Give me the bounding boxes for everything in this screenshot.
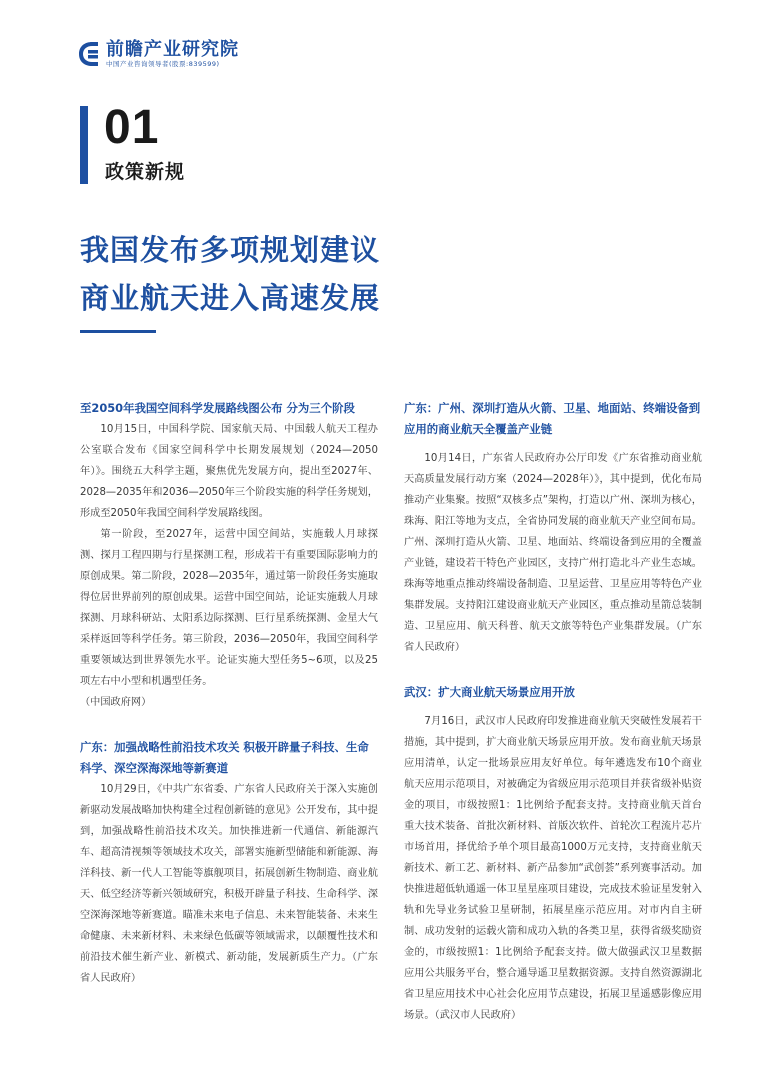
article-paragraph: 10月14日，广东省人民政府办公厅印发《广东省推动商业航天高质量发展行动方案（2024—2028年）》，其中提到，优化布局推动产业集聚。按照“双核多点”架构，打造以广州、深圳为核心，珠海、阳江等地为支点，全省协同发展的商业航天产业空间布局。广州、深圳打造从火箭、卫星、地面站、终端设备到应用的全覆盖产业链，建设若干特色产业园区，支持广州打造北斗产业生态域。珠海等地重点推动终端设备制造、卫星运营、卫星应用等特色产业集群发展。支持阳江建设商业航天产业园区，重点推动星箭总装制造、卫星应用、航天科普、航天文旅等特色产业集群发展。（广东省人民政府） [404,453,702,653]
article-source: （中国政府网） [80,697,152,708]
article-paragraph: 7月16日，武汉市人民政府印发推进商业航天突破性发展若干措施，其中提到，扩大商业航天场景应用开放。发布商业航天场景应用清单，认定一批场景应用友好单位。每年遴选发布10个商业航天应用示范项目，对被确定为省级应用示范项目并获省级补贴资金的项目，市级按照1：1比例给予配套支持。支持商业航天首台重大技术装备、首批次新材料、首版次软件、首轮次工程流片芯片市场首用，择优给予单个项目最高1000万元支持，支持商业航天新技术、新工艺、新材料、新产品参加“武创荟”系列赛事活动。加快推进超低轨通遥一体卫星星座项目建设，完成技术验证星发射入轨和先导业务试验卫星研制，拓展星座示范应用。对市内自主研制、成功发射的运载火箭和成功入轨的各类卫星，获得省级奖励资金的，市级按照1：1比例给予配套支持。做大做强武汉卫星数据应用公共服务平台，整合通导遥卫星数据资源。支持自然资源湖北省卫星应用技术中心社会化应用节点建设，拓展卫星遥感影像应用场景。（武汉市人民政府） [404,716,702,1021]
section-number: 01 [104,101,160,154]
article-wuhan-scenarios [404,682,702,1026]
section-title: 政策新规 [105,161,186,183]
logo-tagline: 中国产业咨询领导者(股票:839599) [106,60,220,68]
article-title: 广东：加强战略性前沿技术攻关 积极开辟量子科技、生命科学、深空深海深地等新赛道 [80,740,369,775]
left-column [80,398,378,989]
headline-underline [80,330,156,333]
article-paragraph: 10月15日，中国科学院、国家航天局、中国载人航天工程办公室联合发布《国家空间科学中长期发展规划（2024—2050年）》。围绕五大科学主题，聚焦优先发展方向，提出至2027年、2028—2035年和2036—2050年三个阶段实施的科学任务规划，形成至2050年我国空间科学发展路线图。 [80,424,378,519]
logo-name: 前瞻产业研究院 [106,39,239,60]
page-headline [80,226,380,322]
article-title: 武汉：扩大商业航天场景应用开放 [404,685,575,699]
section-accent-bar [80,106,88,184]
headline-line-1: 我国发布多项规划建议 [80,233,381,267]
brand-logo [76,40,239,68]
article-space-science [80,398,378,713]
article-paragraph: 10月29日，《中共广东省委、广东省人民政府关于深入实施创新驱动发展战略加快构建全过程创新链的意见》公开发布，其中提到，加强战略性前沿技术攻关。加快推进新一代通信、新能源汽车、超高清视频等领域技术攻关，部署实施新型储能和新能源、海洋科技、新一代人工智能等旗舰项目，拓展创新生物制造、商业航天、低空经济等新兴领域研究，积极开辟量子科技、生命科学、深空深海深地等新赛道。瞄准未来电子信息、未来智能装备、未来生命健康、未来新材料、未来绿色低碳等领域需求，以颠覆性技术和前沿技术催生新产业、新模式、新动能，发展新质生产力。（广东省人民政府） [80,784,378,984]
right-column [404,398,702,1026]
article-title: 广东：广州、深圳打造从火箭、卫星、地面站、终端设备到应用的商业航天全覆盖产业链 [404,401,701,436]
article-guangdong-aerospace-chain [404,398,702,658]
article-guangdong-frontier-tech [80,737,378,989]
headline-line-2: 商业航天进入高速发展 [80,281,381,315]
article-title: 至2050年我国空间科学发展路线图公布 分为三个阶段 [80,401,355,415]
logo-emblem-icon [76,40,102,68]
article-paragraph: 第一阶段，至2027年，运营中国空间站，实施载人月球探测、探月工程四期与行星探测工程，形成若干有重要国际影响力的原创成果。第二阶段，2028—2035年，通过第一阶段任务实施取得位居世界前列的原创成果。运营中国空间站，论证实施载人月球探测、月球科研站、太阳系边际探测、巨行星系统探测、金星大气采样返回等科学任务。第三阶段，2036—2050年，我国空间科学重要领域达到世界领先水平。论证实施大型任务5~6项，以及25项左右中小型和机遇型任务。 [80,529,378,687]
